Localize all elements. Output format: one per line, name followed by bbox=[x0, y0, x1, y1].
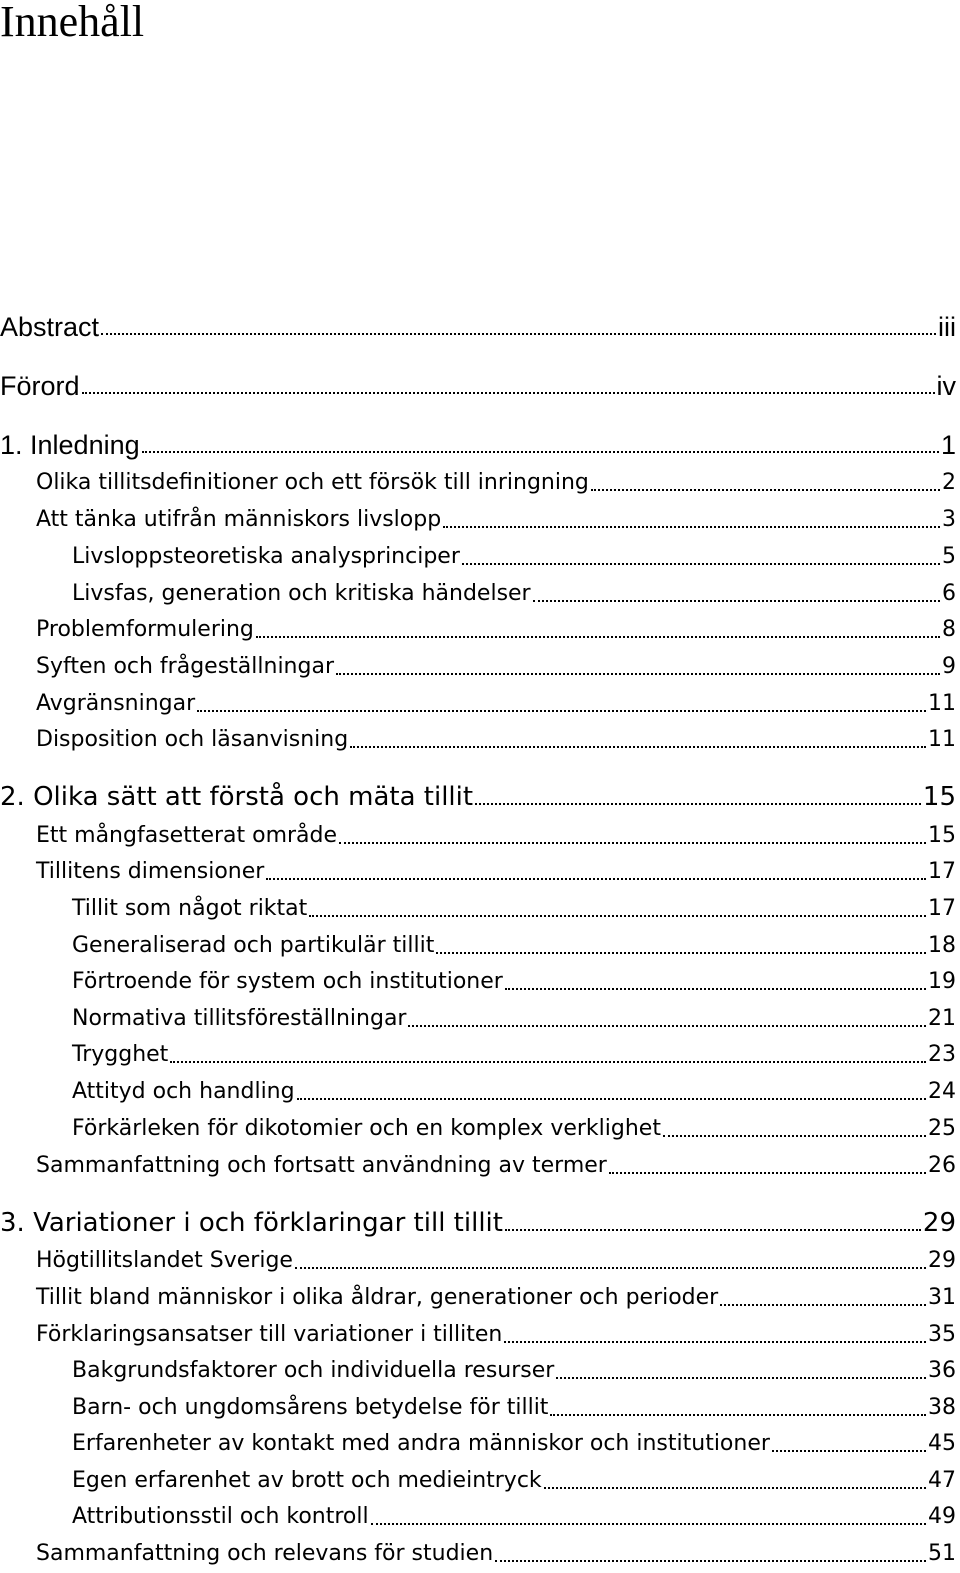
toc-entry-page: 47 bbox=[928, 1468, 956, 1493]
toc-entry[interactable] bbox=[36, 1320, 956, 1350]
dot-leader bbox=[475, 803, 921, 805]
toc-entry-label: Attityd och handling bbox=[72, 1079, 295, 1104]
toc-entry-page: 15 bbox=[922, 782, 956, 812]
toc-entry[interactable] bbox=[72, 894, 956, 924]
toc-entry-label: Sammanfattning och fortsatt användning av termer bbox=[36, 1153, 607, 1178]
toc-entry-label: Bakgrundsfaktorer och individuella resurser bbox=[72, 1358, 555, 1383]
toc-entry-page: 15 bbox=[928, 823, 956, 848]
toc-entry-page: 6 bbox=[942, 581, 956, 606]
dot-leader bbox=[339, 842, 926, 844]
toc-entry[interactable] bbox=[36, 725, 956, 755]
toc-entry[interactable] bbox=[36, 468, 956, 498]
dot-leader bbox=[266, 878, 926, 880]
toc-entry-page: 21 bbox=[928, 1006, 956, 1031]
toc-entry-page: 29 bbox=[928, 1248, 956, 1273]
toc-entry-page: 51 bbox=[928, 1541, 956, 1566]
toc-entry-page: 19 bbox=[928, 969, 956, 994]
dot-leader bbox=[591, 489, 940, 491]
toc-entry-label: Attributionsstil och kontroll bbox=[72, 1504, 369, 1529]
dot-leader bbox=[170, 1061, 926, 1063]
toc-entry[interactable] bbox=[72, 1393, 956, 1423]
toc-entry-label: Normativa tillitsföreställningar bbox=[72, 1006, 407, 1031]
toc-entry-label: Abstract bbox=[0, 312, 100, 342]
dot-leader bbox=[443, 526, 940, 528]
toc-entry[interactable] bbox=[72, 1004, 956, 1034]
dot-leader bbox=[436, 952, 926, 954]
dot-leader bbox=[495, 1560, 926, 1562]
toc-entry[interactable] bbox=[0, 782, 956, 812]
dot-leader bbox=[505, 1229, 921, 1231]
toc-entry-page: 24 bbox=[928, 1079, 956, 1104]
toc-entry-page: iv bbox=[936, 371, 956, 401]
toc-entry-page: 17 bbox=[928, 859, 956, 884]
toc-entry[interactable] bbox=[36, 1539, 956, 1569]
toc-entry[interactable] bbox=[36, 505, 956, 535]
toc-entry-label: Tillitens dimensioner bbox=[36, 859, 265, 884]
dot-leader bbox=[82, 392, 935, 394]
toc-entry-label: Högtillitslandet Sverige bbox=[36, 1248, 293, 1273]
toc-entry-page: 45 bbox=[928, 1431, 956, 1456]
toc-entry-label: Egen erfarenhet av brott och medieintryck bbox=[72, 1468, 542, 1493]
toc-entry[interactable] bbox=[36, 1246, 956, 1276]
dot-leader bbox=[336, 673, 940, 675]
toc-entry-page: 49 bbox=[928, 1504, 956, 1529]
toc-entry-label: Ett mångfasetterat område bbox=[36, 823, 338, 848]
toc-entry-page: 9 bbox=[942, 654, 956, 679]
toc-entry-label: 3. Variationer i och förklaringar till tillit bbox=[0, 1208, 503, 1238]
toc-entry-label: Olika tillitsdefinitioner och ett försök till inringning bbox=[36, 470, 589, 495]
toc-entry[interactable] bbox=[72, 1114, 956, 1144]
toc-entry-label: Förkärleken för dikotomier och en komplex verklighet bbox=[72, 1116, 661, 1141]
toc-entry[interactable] bbox=[72, 931, 956, 961]
toc-entry[interactable] bbox=[36, 857, 956, 887]
toc-entry-label: 2. Olika sätt att förstå och mäta tillit bbox=[0, 782, 474, 812]
toc-entry[interactable] bbox=[72, 1466, 956, 1496]
toc-entry-page: 1 bbox=[940, 430, 956, 460]
toc-entry-page: 38 bbox=[928, 1395, 956, 1420]
dot-leader bbox=[505, 988, 926, 990]
dot-leader bbox=[295, 1267, 926, 1269]
toc-entry-page: 35 bbox=[928, 1322, 956, 1347]
toc-entry-label: Disposition och läsanvisning bbox=[36, 727, 349, 752]
dot-leader bbox=[101, 333, 936, 335]
toc-entry[interactable] bbox=[36, 615, 956, 645]
toc-entry-page: 25 bbox=[928, 1116, 956, 1141]
toc-entry-page: 2 bbox=[942, 470, 956, 495]
toc-entry-label: Tillit som något riktat bbox=[72, 896, 308, 921]
toc-entry[interactable] bbox=[0, 371, 956, 401]
dot-leader bbox=[462, 563, 940, 565]
toc-entry-page: 31 bbox=[928, 1285, 956, 1310]
dot-leader bbox=[256, 636, 940, 638]
toc-entry-page: 36 bbox=[928, 1358, 956, 1383]
toc-entry-label: Sammanfattning och relevans för studien bbox=[36, 1541, 494, 1566]
toc-entry[interactable] bbox=[72, 579, 956, 609]
toc-entry-page: 5 bbox=[942, 544, 956, 569]
dot-leader bbox=[197, 710, 926, 712]
dot-leader bbox=[772, 1450, 926, 1452]
toc-entry-page: 3 bbox=[942, 507, 956, 532]
toc-entry-label: Förklaringsansatser till variationer i tilliten bbox=[36, 1322, 503, 1347]
dot-leader bbox=[297, 1098, 926, 1100]
dot-leader bbox=[550, 1414, 926, 1416]
toc-entry-page: 23 bbox=[928, 1042, 956, 1067]
toc-entry-label: Livsloppsteoretiska analysprinciper bbox=[72, 544, 460, 569]
toc-entry[interactable] bbox=[36, 689, 956, 719]
toc-entry-page: 11 bbox=[928, 727, 956, 752]
toc-entry-label: Förord bbox=[0, 371, 80, 401]
toc-entry-label: Generaliserad och partikulär tillit bbox=[72, 933, 435, 958]
toc-entry[interactable] bbox=[36, 1151, 956, 1181]
toc-entry-label: Förtroende för system och institutioner bbox=[72, 969, 503, 994]
toc-entry[interactable] bbox=[72, 1429, 956, 1459]
toc-entry[interactable] bbox=[36, 821, 956, 851]
toc-entry-label: Att tänka utifrån människors livslopp bbox=[36, 507, 442, 532]
toc-entry-label: Syften och frågeställningar bbox=[36, 654, 334, 679]
toc-entry[interactable] bbox=[36, 652, 956, 682]
toc-entry[interactable] bbox=[72, 1502, 956, 1532]
dot-leader bbox=[544, 1487, 926, 1489]
toc-entry-page: iii bbox=[938, 312, 956, 342]
toc-entry-page: 11 bbox=[928, 691, 956, 716]
toc-entry-page: 17 bbox=[928, 896, 956, 921]
toc-entry-label: Tillit bland människor i olika åldrar, generationer och perioder bbox=[36, 1285, 719, 1310]
toc-entry-label: Trygghet bbox=[72, 1042, 169, 1067]
dot-leader bbox=[720, 1304, 926, 1306]
toc-entry-label: Erfarenheter av kontakt med andra människor och institutioner bbox=[72, 1431, 770, 1456]
toc-entry-label: Avgränsningar bbox=[36, 691, 196, 716]
toc-entry[interactable] bbox=[0, 1208, 956, 1238]
dot-leader bbox=[533, 600, 940, 602]
page-title: Innehåll bbox=[0, 0, 145, 46]
dot-leader bbox=[142, 451, 939, 453]
toc-entry-label: Livsfas, generation och kritiska händelser bbox=[72, 581, 531, 606]
dot-leader bbox=[609, 1172, 926, 1174]
toc-entry-page: 8 bbox=[942, 617, 956, 642]
dot-leader bbox=[504, 1341, 926, 1343]
toc-entry-page: 26 bbox=[928, 1153, 956, 1178]
toc-entry[interactable] bbox=[72, 1356, 956, 1386]
dot-leader bbox=[371, 1523, 926, 1525]
dot-leader bbox=[408, 1025, 926, 1027]
toc-entry-page: 18 bbox=[928, 933, 956, 958]
dot-leader bbox=[350, 746, 926, 748]
toc-entry[interactable] bbox=[0, 312, 956, 342]
toc-entry-label: Problemformulering bbox=[36, 617, 254, 642]
toc-entry-label: Barn- och ungdomsårens betydelse för tillit bbox=[72, 1395, 549, 1420]
dot-leader bbox=[556, 1377, 926, 1379]
dot-leader bbox=[663, 1135, 926, 1137]
toc-entry[interactable] bbox=[72, 1077, 956, 1107]
toc-entry[interactable] bbox=[36, 1283, 956, 1313]
dot-leader bbox=[309, 915, 926, 917]
toc-entry-page: 29 bbox=[922, 1208, 956, 1238]
toc-entry[interactable] bbox=[72, 542, 956, 572]
toc-entry-label: 1. Inledning bbox=[0, 430, 140, 460]
toc-entry[interactable] bbox=[0, 430, 956, 460]
toc-entry[interactable] bbox=[72, 1040, 956, 1070]
toc-entry[interactable] bbox=[72, 967, 956, 997]
